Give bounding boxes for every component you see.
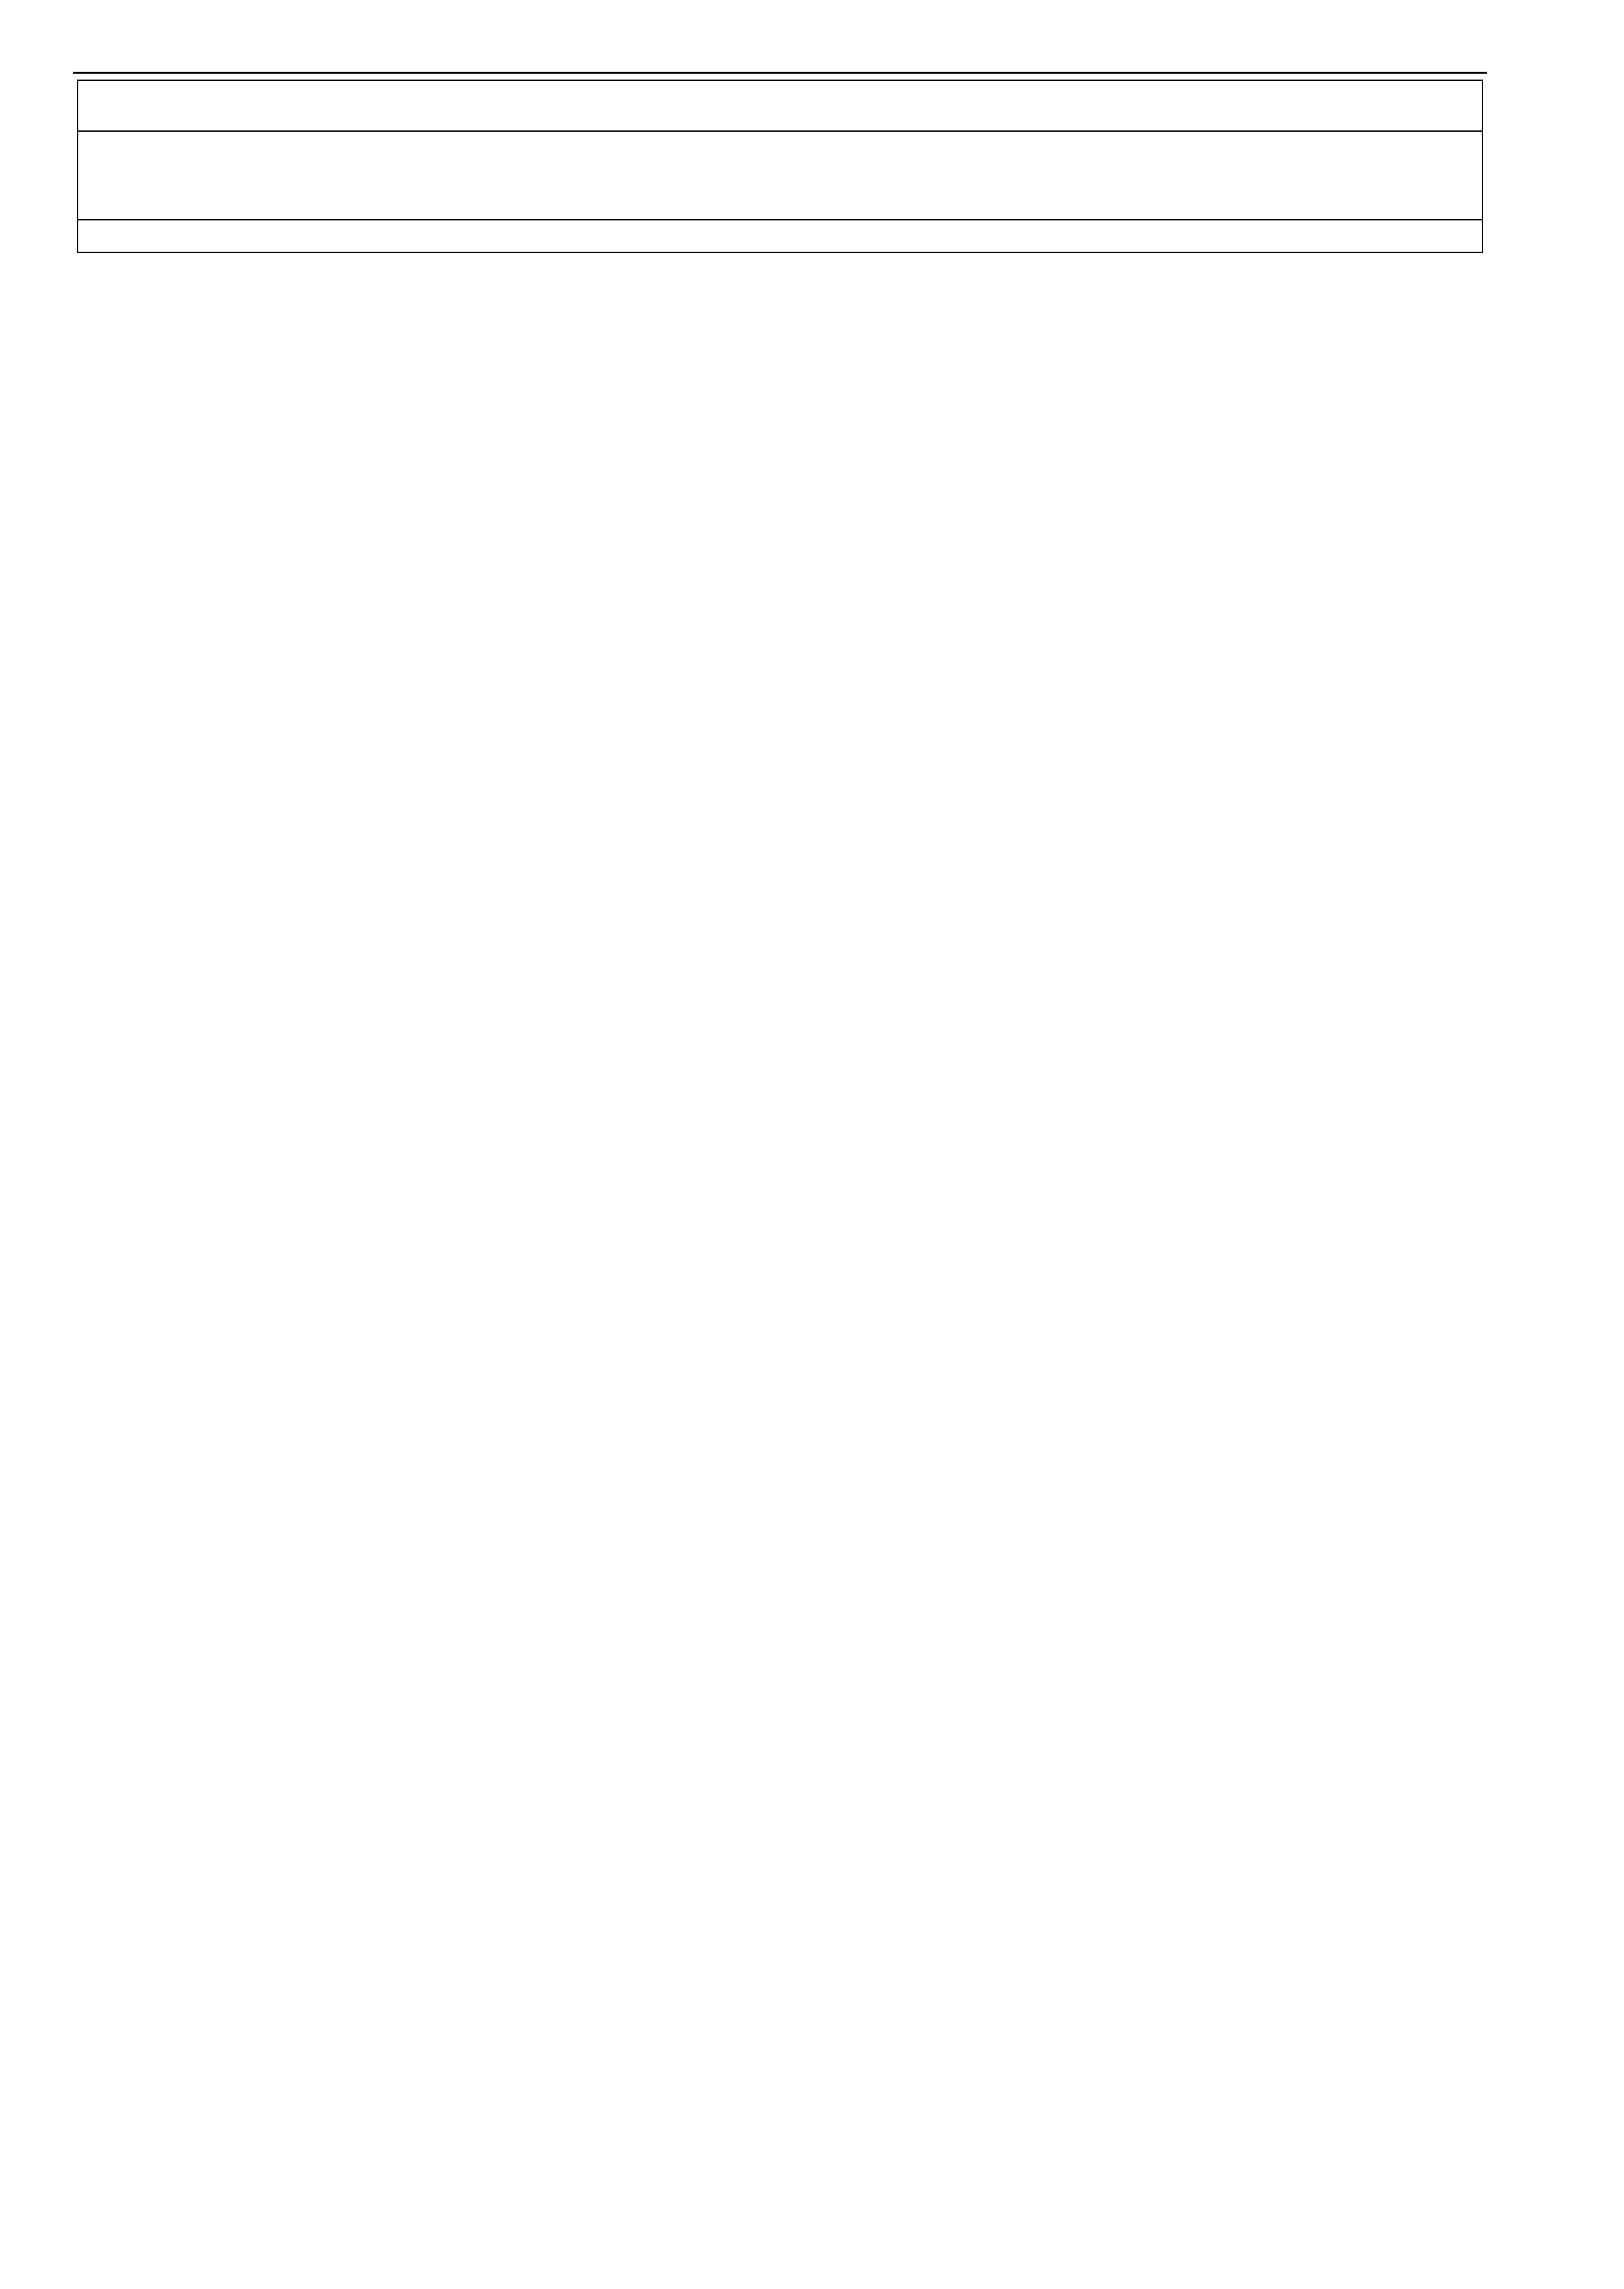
price-table — [77, 80, 1483, 253]
table-subtitle-row — [78, 220, 1482, 252]
table-title-row — [78, 131, 1482, 220]
header-rule — [73, 72, 1487, 74]
section-title — [78, 80, 1482, 131]
table-subtitle — [78, 220, 1482, 252]
section-row — [78, 80, 1482, 131]
measure-row — [85, 150, 1475, 170]
table-title-cell — [78, 131, 1482, 220]
